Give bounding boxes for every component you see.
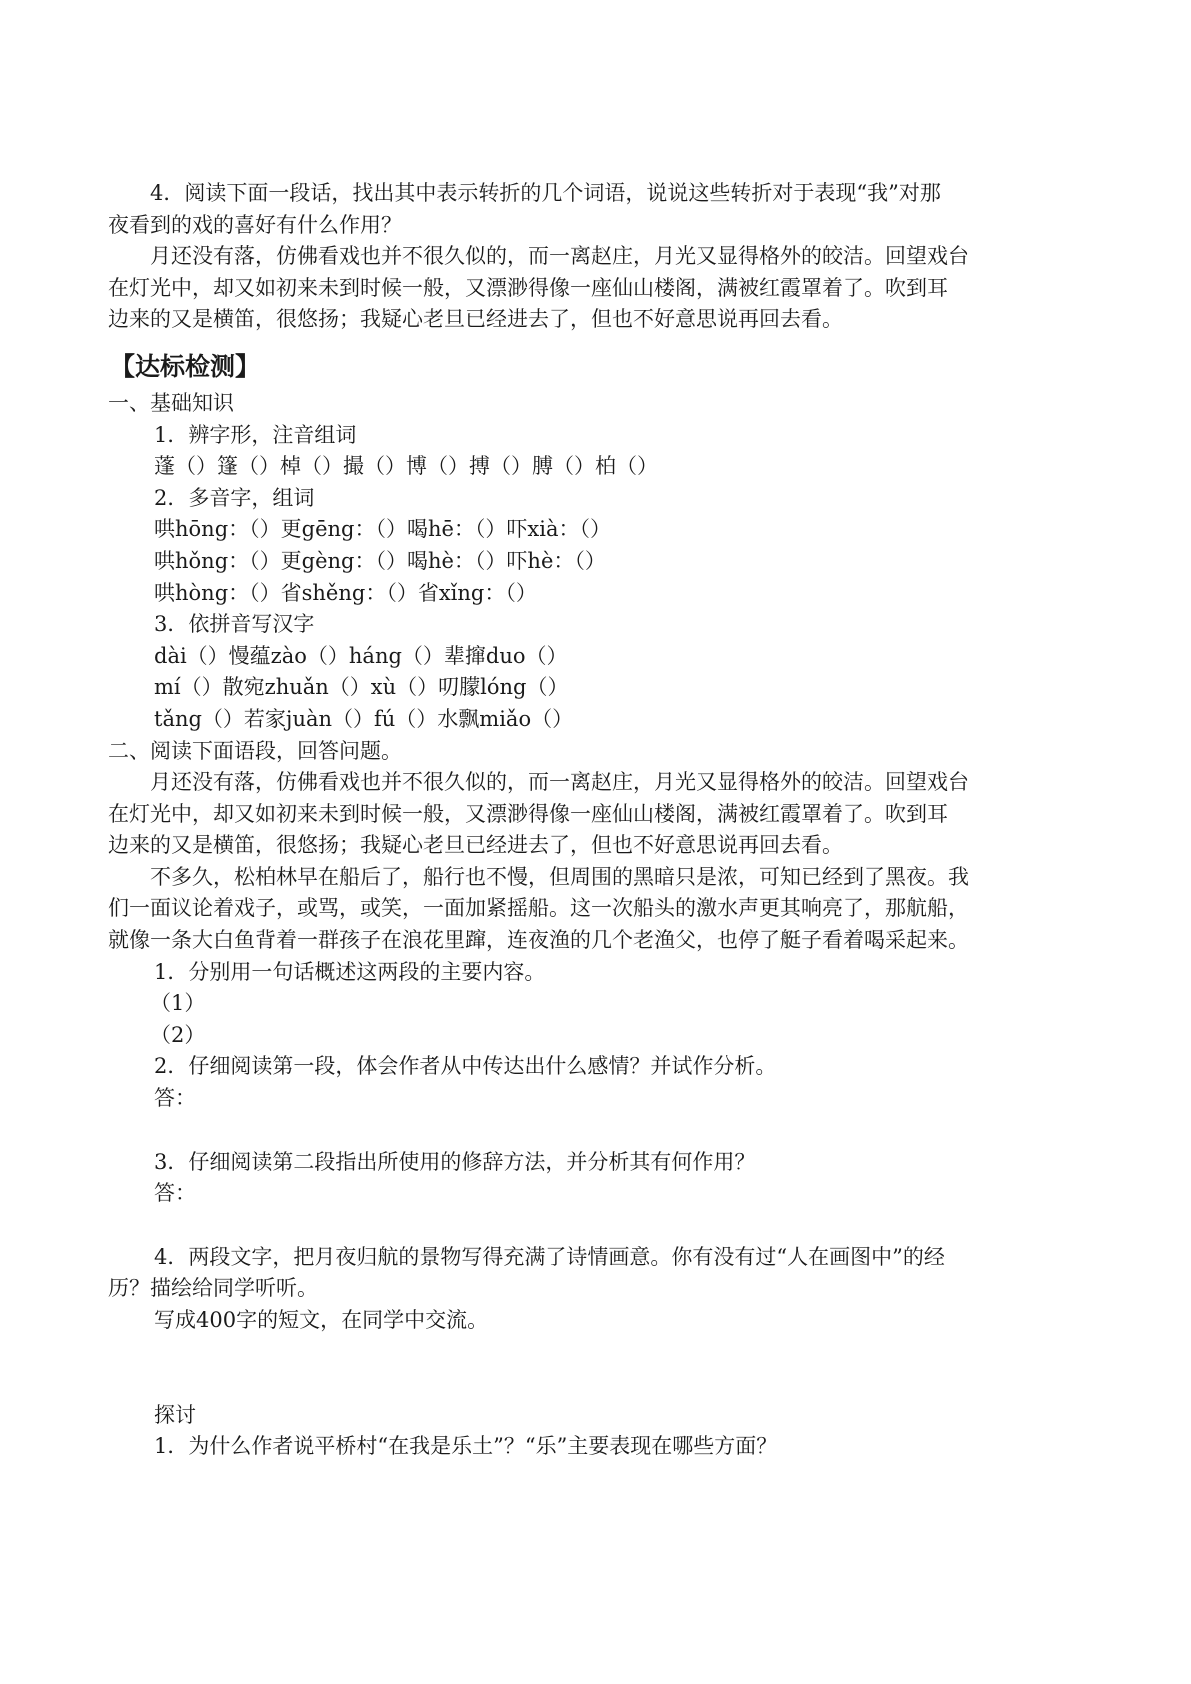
part2-q4-line-1: 4．两段文字，把月夜归航的景物写得充满了诗情画意。你有没有过“人在画图中”的经 xyxy=(154,1244,945,1269)
part2-para2-line-1: 不多久，松柏林早在船后了，船行也不慢，但周围的黑暗只是浓，可知已经到了黑夜。我 xyxy=(150,864,969,889)
part1-q3-title: 3．依拼音写汉字 xyxy=(154,612,315,637)
part1-q2-line-1: 哄hōng：（）更gēng：（）喝hē：（）吓xià：（） xyxy=(154,517,612,542)
part1-q3-line-2: mí（）散宛zhuǎn（）xù（）叨朦lóng（） xyxy=(154,675,569,700)
part1-title: 一、基础知识 xyxy=(108,390,234,415)
part2-para1-line-2: 在灯光中，却又如初来未到时候一般，又漂渺得像一座仙山楼阁，满被红霞罩着了。吹到耳 xyxy=(108,801,948,826)
part2-q3-answer: 答： xyxy=(154,1181,196,1206)
q4-prompt-line-1: 4．阅读下面一段话，找出其中表示转折的几个词语，说说这些转折对于表现“我”对那 xyxy=(150,181,941,205)
part2-para2-line-3: 就像一条大白鱼背着一群孩子在浪花里蹿，连夜渔的几个老渔父，也停了艇子看着喝采起来。 xyxy=(108,928,969,953)
passage1-line-2: 在灯光中，却又如初来未到时候一般，又漂渺得像一座仙山楼阁，满被红霞罩着了。吹到耳 xyxy=(108,275,948,300)
part1-q3-line-3: tǎng（）若家juàn（）fú（）水飘miǎo（） xyxy=(154,706,574,731)
part1-q3-line-1: dài（）慢蕴zào（）háng（）辈撺duo（） xyxy=(154,643,568,668)
part1-q2-line-3: 哄hòng：（）省shěng：（）省xǐng：（） xyxy=(154,580,537,605)
part2-q4-line-2: 历？描绘给同学听听。 xyxy=(108,1276,318,1301)
part2-q3: 3．仔细阅读第二段指出所使用的修辞方法，并分析其有何作用？ xyxy=(154,1149,756,1174)
part1-q2-line-2: 哄hǒng：（）更gèng：（）喝hè：（）吓hè：（） xyxy=(154,548,606,573)
part2-para2-line-2: 们一面议论着戏子，或骂，或笑，一面加紧摇船。这一次船头的激水声更其响亮了，那航船， xyxy=(108,896,969,921)
part2-para1-line-1: 月还没有落，仿佛看戏也并不很久似的，而一离赵庄，月光又显得格外的皎洁。回望戏台 xyxy=(150,770,969,795)
q4-prompt-line-2: 夜看到的戏的喜好有什么作用？ xyxy=(108,212,402,237)
part1-q1-line: 蓬（）篷（）棹（）撮（）博（）搏（）膊（）柏（） xyxy=(154,454,658,479)
part2-title: 二、阅读下面语段，回答问题。 xyxy=(108,738,402,763)
passage1-line-3: 边来的又是横笛，很悠扬；我疑心老旦已经进去了，但也不好意思说再回去看。 xyxy=(108,307,843,332)
discuss-q1: 1．为什么作者说平桥村“在我是乐土”？“乐”主要表现在哪些方面？ xyxy=(154,1434,778,1459)
blank-space xyxy=(108,1337,1083,1400)
part2-q1-answer-1: （1） xyxy=(150,991,206,1016)
part1-q1-title: 1．辨字形，注音组词 xyxy=(154,422,357,447)
part1-q2-title: 2．多音字，组词 xyxy=(154,485,315,510)
part2-para1-line-3: 边来的又是横笛，很悠扬；我疑心老旦已经进去了，但也不好意思说再回去看。 xyxy=(108,833,843,858)
passage1-line-1: 月还没有落，仿佛看戏也并不很久似的，而一离赵庄，月光又显得格外的皎洁。回望戏台 xyxy=(150,244,969,269)
part2-q1-answer-2: （2） xyxy=(150,1022,206,1047)
section-heading: 【达标检测】 xyxy=(110,351,261,381)
answer-space xyxy=(108,1210,1083,1242)
part2-q2-answer: 答： xyxy=(154,1086,196,1111)
part2-q2: 2．仔细阅读第一段，体会作者从中传达出什么感情？并试作分析。 xyxy=(154,1054,777,1079)
discuss-title: 探讨 xyxy=(154,1402,196,1427)
answer-space xyxy=(108,1115,1083,1147)
part2-q4-note: 写成400字的短文，在同学中交流。 xyxy=(154,1308,489,1332)
part2-q1: 1．分别用一句话概述这两段的主要内容。 xyxy=(154,959,546,984)
document-page xyxy=(108,178,1083,1463)
